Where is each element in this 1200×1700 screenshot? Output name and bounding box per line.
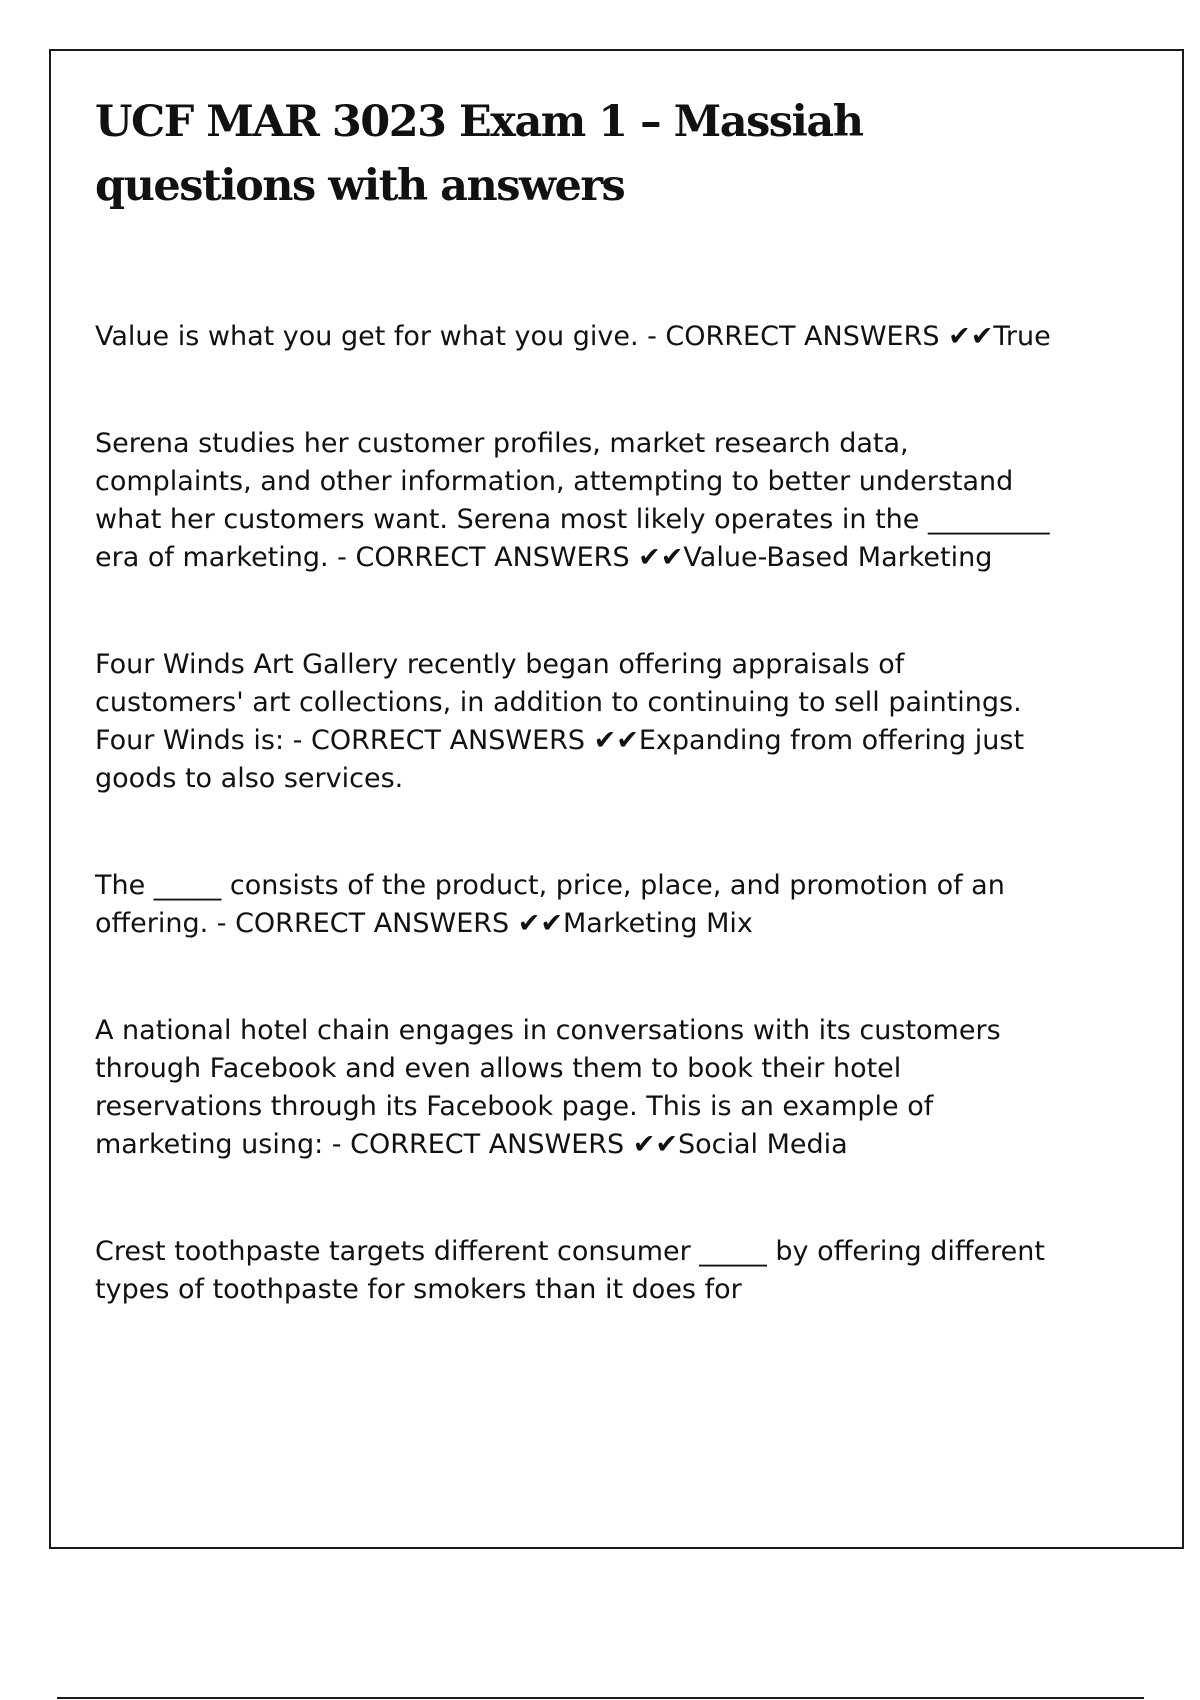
question-item-3 (95, 646, 1055, 798)
document-title: UCF MAR 3023 Exam 1 – Massiah questions with answers (95, 97, 863, 211)
question-item-6 (95, 1233, 1055, 1309)
question-text: A national hotel chain engages in conversations with its customers through Facebook and even allows them to book their hotel reservations through its Facebook page. This is an example of marketing using: - CORRECT ANSWERS (95, 1015, 1001, 1160)
question-text: The _____ consists of the product, price, place, and promotion of an offering. - CORRECT ANSWERS (95, 870, 1005, 939)
question-item-1 (95, 318, 1055, 356)
question-text: Crest toothpaste targets different consumer _____ by offering different types of toothpaste for smokers than it does for (95, 1236, 1045, 1305)
question-list (95, 318, 1055, 1378)
question-text: Value is what you get for what you give. - CORRECT ANSWERS (95, 321, 949, 352)
question-text: Serena studies her customer profiles, market research data, complaints, and other information, attempting to better understand what her customers want. Serena most likely operates in the _________ era of marketing. - CORRECT ANSWERS (95, 428, 1050, 573)
answer-text: ✔✔Marketing Mix (517, 908, 753, 939)
question-item-4 (95, 867, 1055, 943)
question-text: Four Winds Art Gallery recently began offering appraisals of customers' art collections, in addition to continuing to sell paintings. Four Winds is: - CORRECT ANSWERS (95, 649, 1022, 756)
answer-text: ✔✔Value-Based Marketing (638, 542, 993, 573)
question-item-2 (95, 425, 1055, 577)
answer-text: ✔✔Social Media (632, 1129, 848, 1160)
answer-text: ✔✔Expanding from offering just goods to also services. (95, 725, 1025, 794)
page-divider (57, 1697, 1144, 1699)
answer-text: ✔✔True (948, 321, 1051, 352)
question-item-5 (95, 1012, 1055, 1164)
